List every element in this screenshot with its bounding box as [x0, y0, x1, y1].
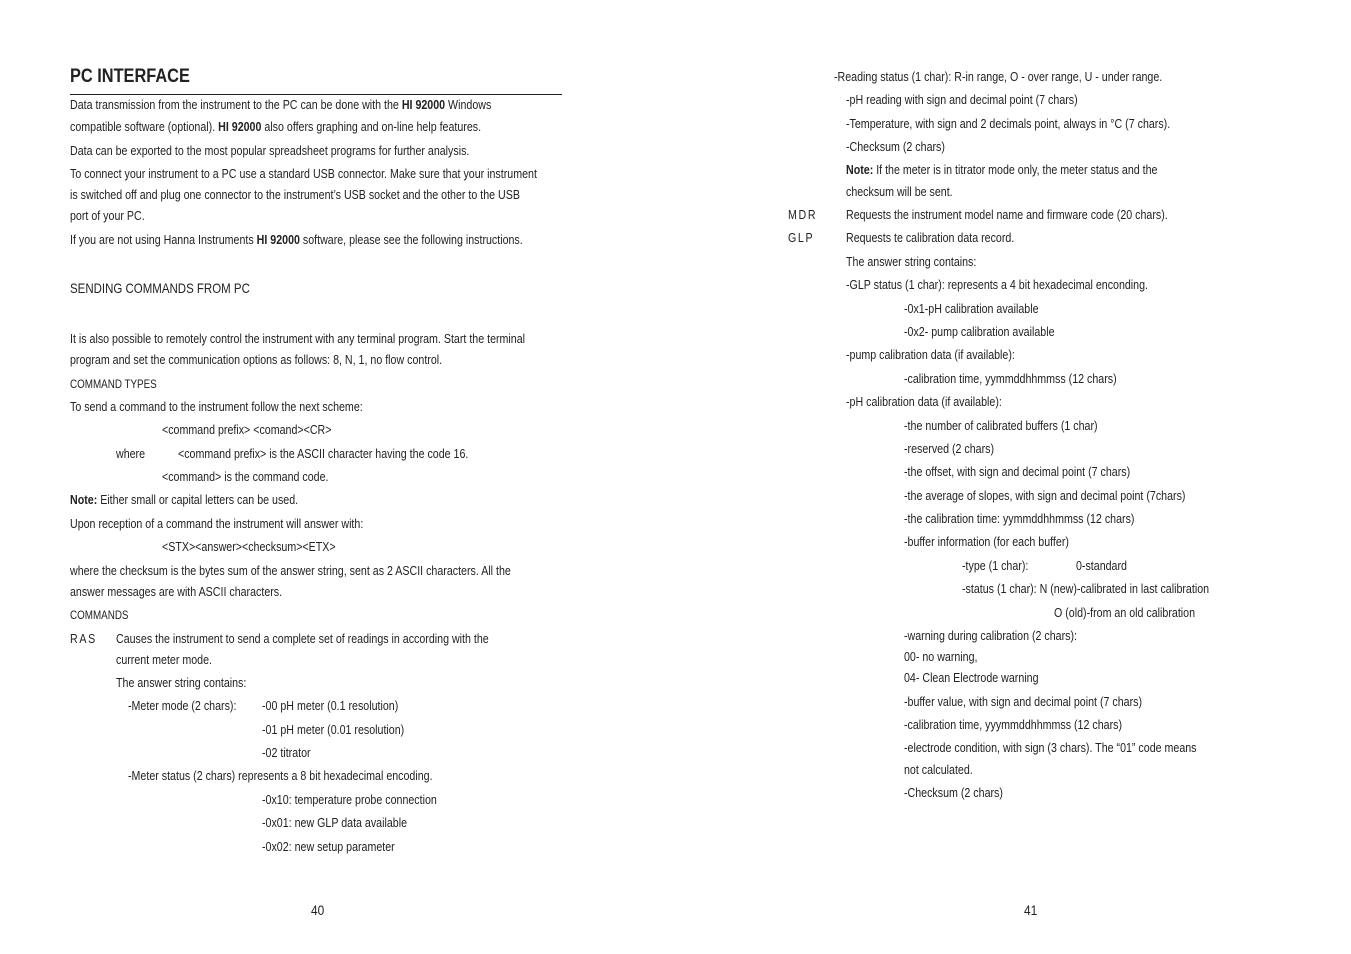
page-number: 41	[1024, 902, 1038, 918]
instructions-text: If you are not using Hanna Instruments	[70, 232, 257, 247]
command-code: GLP	[788, 230, 815, 245]
status-code: -0x01: new GLP data available	[262, 815, 407, 830]
buffer-type-value: 0-standard	[1076, 558, 1127, 573]
software-name: HI 92000	[218, 119, 262, 134]
buffer-status: -status (1 char): N (new)-calibrated in last calibration	[962, 581, 1210, 596]
checksum: -Checksum (2 chars)	[846, 139, 945, 154]
ph-calibration-item: -the offset, with sign and decimal point (7 chars)	[904, 464, 1131, 479]
command-code: RAS	[70, 631, 97, 646]
answer-format: <STX><answer><checksum><ETX>	[162, 539, 336, 554]
pump-calibration: -pump calibration data (if available):	[846, 347, 1015, 362]
terminal-line-1: It is also possible to remotely control the instrument with any terminal program. Start the terminal	[70, 331, 526, 346]
instructions-line	[70, 232, 523, 248]
ph-calibration: -pH calibration data (if available):	[846, 394, 1002, 409]
prefix-definition: <command prefix> is the ASCII character having the code 16.	[178, 446, 469, 461]
status-code: -0x10: temperature probe connection	[262, 792, 437, 807]
section-heading: SENDING COMMANDS FROM PC	[70, 280, 250, 296]
connect-line-1: To connect your instrument to a PC use a standard USB connector. Make sure that your instrument	[70, 166, 537, 181]
note-line	[846, 162, 1157, 178]
subheading: COMMANDS	[70, 608, 129, 622]
meter-mode-item: -01 pH meter (0.01 resolution)	[262, 722, 405, 737]
ph-reading: -pH reading with sign and decimal point (7 chars)	[846, 92, 1078, 107]
buffer-item: 00- no warning,	[904, 649, 978, 664]
page-title: PC INTERFACE	[70, 66, 190, 87]
buffer-item: -calibration time, yyymmddhhmmss (12 chars)	[904, 717, 1123, 732]
note-continuation: checksum will be sent.	[846, 184, 953, 199]
terminal-line-2: program and set the communication options as follows: 8, N, 1, no flow control.	[70, 352, 443, 367]
ph-calibration-item: -the average of slopes, with sign and decimal point (7chars)	[904, 488, 1186, 503]
connect-line-2: is switched off and plug one connector to the instrument’s USB socket and the other to the USB	[70, 187, 520, 202]
ras-description-1: Causes the instrument to send a complete set of readings in according with the	[116, 631, 489, 646]
buffer-item: -electrode condition, with sign (3 chars). The “01” code means	[904, 740, 1197, 755]
mdr-description: Requests the instrument model name and firmware code (20 chars).	[846, 207, 1168, 222]
software-name: HI 92000	[256, 232, 300, 247]
software-name: HI 92000	[401, 97, 446, 112]
intro-text: compatible software (optional).	[70, 119, 219, 134]
scheme-intro: To send a command to the instrument follow the next scheme:	[70, 399, 363, 414]
pump-calibration-time: -calibration time, yymmddhhmmss (12 chars)	[904, 371, 1117, 386]
answer-contains: The answer string contains:	[116, 675, 247, 690]
buffer-item: -warning during calibration (2 chars):	[904, 628, 1078, 643]
intro-text: also offers graphing and on-line help features.	[261, 119, 482, 134]
note-line	[70, 492, 298, 508]
meter-mode-item: -02 titrator	[262, 745, 311, 760]
intro-text: Data transmission from the instrument to the PC can be done with the	[70, 97, 402, 112]
connect-line-3: port of your PC.	[70, 208, 145, 223]
temperature: -Temperature, with sign and 2 decimals point, always in °C (7 chars).	[846, 116, 1171, 131]
glp-status: -GLP status (1 char): represents a 4 bit hexadecimal enconding.	[846, 277, 1149, 292]
buffer-item: -Checksum (2 chars)	[904, 785, 1003, 800]
reception-line: Upon reception of a command the instrument will answer with:	[70, 516, 364, 531]
glp-description: Requests te calibration data record.	[846, 230, 1015, 245]
where-label: where	[116, 446, 146, 461]
command-definition: <command> is the command code.	[162, 469, 329, 484]
checksum-line-1: where the checksum is the bytes sum of the answer string, sent as 2 ASCII characters. All the	[70, 563, 511, 578]
subheading: COMMAND TYPES	[70, 377, 157, 391]
buffer-item: -buffer value, with sign and decimal point (7 chars)	[904, 694, 1143, 709]
note-text: Either small or capital letters can be used.	[97, 492, 299, 507]
instructions-text: software, please see the following instructions.	[299, 232, 523, 247]
command-scheme: <command prefix> <comand><CR>	[162, 422, 332, 437]
meter-mode-label: -Meter mode (2 chars):	[128, 698, 237, 713]
buffer-item: not calculated.	[904, 762, 973, 777]
ph-calibration-item: -reserved (2 chars)	[904, 441, 995, 456]
glp-contains: The answer string contains:	[846, 254, 977, 269]
reading-status: -Reading status (1 char): R-in range, O - over range, U - under range.	[834, 69, 1163, 84]
note-text: If the meter is in titrator mode only, the meter status and the	[876, 162, 1158, 177]
status-code: -0x02: new setup parameter	[262, 839, 395, 854]
ph-calibration-item: -the calibration time: yymmddhhmmss (12 chars)	[904, 511, 1135, 526]
meter-mode-item: -00 pH meter (0.1 resolution)	[262, 698, 399, 713]
page-number: 40	[311, 902, 325, 918]
intro-line-2	[70, 119, 481, 135]
buffer-type: -type (1 char):	[962, 558, 1029, 573]
command-code: MDR	[788, 207, 818, 222]
ph-calibration-item: -buffer information (for each buffer)	[904, 534, 1069, 549]
glp-status-code: -0x1-pH calibration available	[904, 301, 1039, 316]
buffer-item: 04- Clean Electrode warning	[904, 670, 1039, 685]
export-paragraph: Data can be exported to the most popular spreadsheet programs for further analysis.	[70, 143, 470, 158]
ras-description-2: current meter mode.	[116, 652, 212, 667]
intro-line-1	[70, 97, 491, 113]
title-rule	[70, 94, 562, 95]
note-label: Note:	[846, 162, 874, 177]
meter-status: -Meter status (2 chars) represents a 8 bit hexadecimal encoding.	[128, 768, 433, 783]
ph-calibration-item: -the number of calibrated buffers (1 char)	[904, 418, 1098, 433]
intro-text: Windows	[445, 97, 492, 112]
note-label: Note:	[70, 492, 98, 507]
glp-status-code: -0x2- pump calibration available	[904, 324, 1055, 339]
checksum-line-2: answer messages are with ASCII characters.	[70, 584, 283, 599]
buffer-status-old: O (old)-from an old calibration	[1054, 605, 1196, 620]
